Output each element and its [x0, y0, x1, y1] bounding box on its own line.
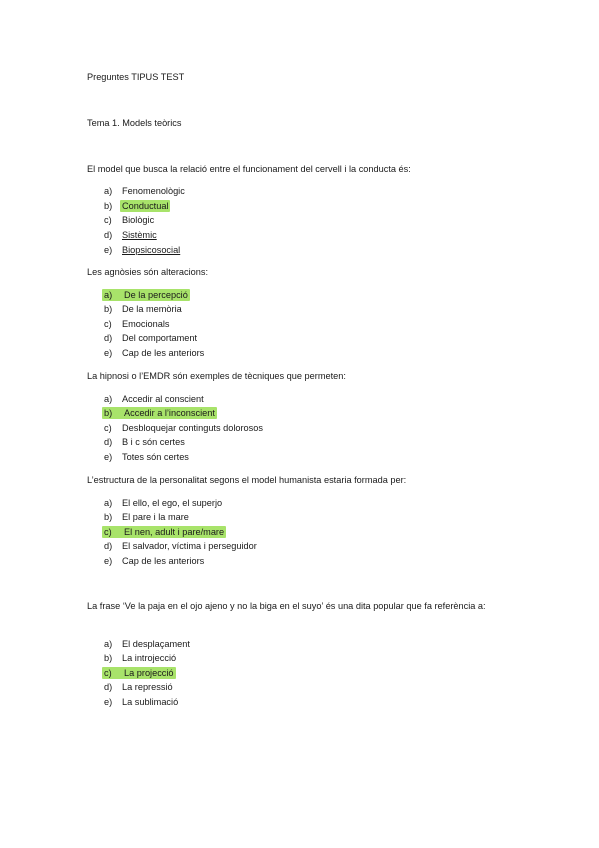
option-text-highlighted: Conductual — [122, 201, 169, 211]
option-text: Totes són certes — [122, 452, 189, 462]
option-letter: d) — [104, 437, 113, 447]
option-letter: a) — [104, 186, 113, 196]
option-text: Fenomenològic — [122, 186, 185, 196]
question-4-option-b — [104, 511, 189, 523]
option-letter: b) — [104, 512, 113, 522]
question-5-option-d — [104, 681, 173, 693]
option-letter: c) — [104, 423, 112, 433]
question-4-text: L’estructura de la personalitat segons el model humanista estaria formada per: — [87, 475, 407, 485]
option-letter: d) — [104, 682, 113, 692]
question-4-option-c — [104, 526, 226, 538]
option-letter: a) — [104, 498, 113, 508]
option-text: Del comportament — [122, 333, 198, 343]
option-text-highlighted: La projecció — [124, 668, 174, 678]
option-letter: b) — [104, 201, 113, 211]
option-letter: a) — [104, 394, 113, 404]
question-1-option-a — [104, 185, 185, 197]
option-letter: a) — [104, 639, 113, 649]
question-2-text: Les agnòsies són alteracions: — [87, 267, 209, 277]
option-text: La sublimació — [122, 697, 179, 707]
option-text: La repressió — [122, 682, 173, 692]
option-text: Cap de les anteriors — [122, 348, 205, 358]
question-5-option-a — [104, 638, 190, 650]
document-title: Preguntes TIPUS TEST — [87, 72, 185, 82]
question-4-option-a — [104, 497, 222, 509]
option-letter: e) — [104, 348, 113, 358]
question-4-option-d — [104, 540, 257, 552]
option-text-underlined: Sistèmic — [122, 230, 157, 240]
option-letter: e) — [104, 245, 113, 255]
question-1-option-d — [104, 229, 157, 241]
question-1-option-c — [104, 214, 154, 226]
question-2-option-a — [104, 289, 190, 301]
question-5-option-b — [104, 652, 176, 664]
option-text: B i c són certes — [122, 437, 185, 447]
option-letter: e) — [104, 556, 113, 566]
question-3-text: La hipnosi o l’EMDR són exemples de tècniques que permeten: — [87, 371, 346, 381]
question-3-option-e — [104, 451, 189, 463]
option-text: De la memòria — [122, 304, 182, 314]
option-letter: e) — [104, 452, 113, 462]
option-letter: c) — [104, 319, 112, 329]
question-5-option-e — [104, 696, 178, 708]
option-text: El pare i la mare — [122, 512, 189, 522]
question-2-option-b — [104, 303, 182, 315]
option-text: Cap de les anteriors — [122, 556, 205, 566]
option-text: El salvador, víctima i perseguidor — [122, 541, 257, 551]
option-text: El desplaçament — [122, 639, 190, 649]
option-text: Biològic — [122, 215, 155, 225]
option-letter: b) — [102, 407, 124, 419]
question-3-option-c — [104, 422, 263, 434]
question-5-text: La frase ‘Ve la paja en el ojo ajeno y no la biga en el suyo’ és una dita popular que fa referència a: — [87, 601, 486, 611]
option-letter: c) — [104, 215, 112, 225]
option-letter: b) — [104, 304, 113, 314]
question-3-option-d — [104, 436, 185, 448]
option-text: Accedir al conscient — [122, 394, 204, 404]
option-text: Desbloquejar continguts dolorosos — [122, 423, 263, 433]
option-text-highlighted: El nen, adult i pare/mare — [124, 527, 225, 537]
topic-heading: Tema 1. Models teòrics — [87, 118, 182, 128]
question-2-option-e — [104, 347, 204, 359]
question-1-option-e — [104, 244, 180, 256]
option-text: Emocionals — [122, 319, 170, 329]
question-3-option-b — [104, 407, 217, 419]
question-1-text: El model que busca la relació entre el funcionament del cervell i la conducta és: — [87, 164, 411, 174]
question-5-option-c — [104, 667, 176, 679]
option-text: La introjecció — [122, 653, 177, 663]
question-2-option-c — [104, 318, 170, 330]
option-letter: a) — [102, 289, 124, 301]
question-1-option-b — [104, 200, 170, 212]
option-letter: e) — [104, 697, 113, 707]
question-3-option-a — [104, 393, 204, 405]
option-text: El ello, el ego, el superjo — [122, 498, 223, 508]
option-letter: d) — [104, 230, 113, 240]
option-text-highlighted: De la percepció — [124, 290, 188, 300]
question-4-option-e — [104, 555, 204, 567]
option-text-highlighted: Accedir a l’inconscient — [124, 408, 215, 418]
option-letter: c) — [102, 667, 124, 679]
option-text-underlined: Biopsicosocial — [122, 245, 181, 255]
option-letter: d) — [104, 541, 113, 551]
option-letter: c) — [102, 526, 124, 538]
question-2-option-d — [104, 332, 197, 344]
option-letter: b) — [104, 653, 113, 663]
option-letter: d) — [104, 333, 113, 343]
